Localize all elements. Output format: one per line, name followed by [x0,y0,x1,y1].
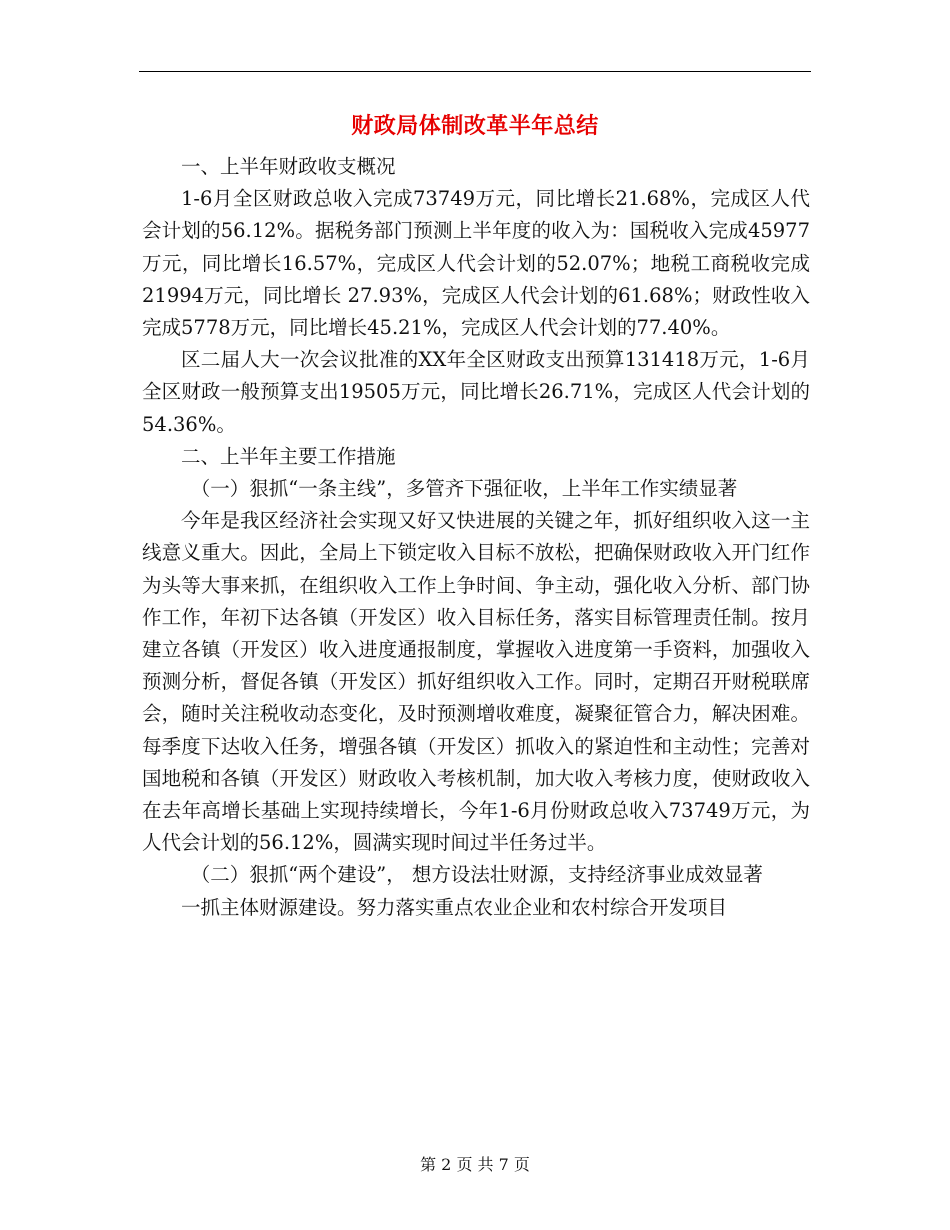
page-number: 第 2 页 共 7 页 [420,1155,530,1174]
paragraph-expenditure: 区二届人大一次会议批准的XX年全区财政支出预算131418万元，1-6月全区财政一般预算支出19505万元，同比增长26.71%，完成区人代会计划的54.36%。 [142,348,810,436]
subsection-heading-1: （一）狠抓“一条主线”，多管齐下强征收，上半年工作实绩显著 [190,477,738,501]
header-rule [139,71,811,72]
paragraph-main-line: 今年是我区经济社会实现又好又快进展的关键之年，抓好组织收入这一主线意义重大。因此，全局上下锁定收入目标不放松，把确保财政收入开门红作为头等大事来抓，在组织收入工作上争时间、争主动，强化收入分析、部门协作工作，年初下达各镇（开发区）收入目标任务，落实目标管理责任制。按月建立各镇（开发区）收入进度通报制度，掌握收入进度第一手资料，加强收入预测分析，督促各镇（开发区）抓好组织收入工作。同时，定期召开财税联席会，随时关注税收动态变化，及时预测增收难度，凝聚征管合力，解决困难。每季度下达收入任务，增强各镇（开发区）抓收入的紧迫性和主动性；完善对国地税和各镇（开发区）财政收入考核机制，加大收入考核力度，使财政收入在去年高增长基础上实现持续增长，今年1-6月份财政总收入73749万元，为人代会计划的56.12%，圆满实现时间过半任务过半。 [142,509,810,855]
paragraph-financial-sources: 一抓主体财源建设。努力落实重点农业企业和农村综合开发项目 [181,895,728,919]
document-body [142,151,810,924]
document-title: 财政局体制改革半年总结 [351,113,599,139]
section-heading-2: 二、上半年主要工作措施 [181,444,396,468]
section-heading-1: 一、上半年财政收支概况 [181,155,396,178]
subsection-heading-2: （二）狠抓“两个建设”， 想方设法壮财源，支持经济事业成效显著 [190,863,763,887]
paragraph-revenue: 1-6月全区财政总收入完成73749万元，同比增长21.68%，完成区人代会计划的56.12%。据税务部门预测上半年度的收入为：国税收入完成45977万元，同比增长16.57%，完成区人代会计划的52.07%；地税工商税收完成21994万元，同比增长 27.93%，完成区人代会计划的61.68%；财政性收入完成5778万元，同比增长45.21%，完成区人代会计划的77.40%。 [142,187,810,340]
